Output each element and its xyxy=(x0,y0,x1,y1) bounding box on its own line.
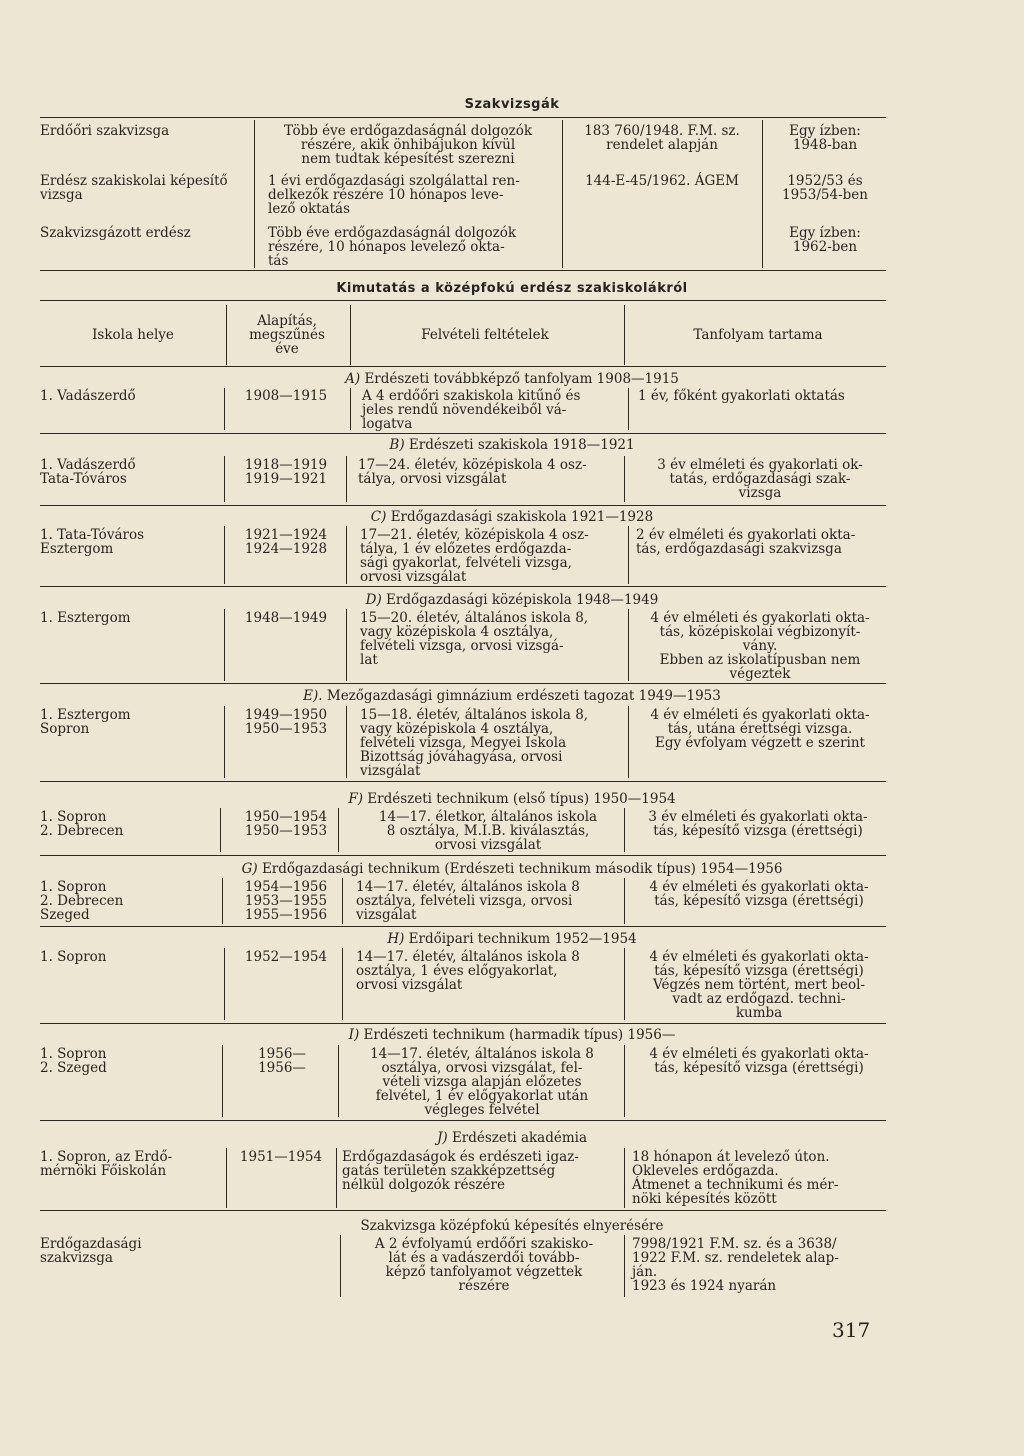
column-divider xyxy=(628,609,629,681)
school-place: 1. Tata-Tóváros Esztergom xyxy=(40,527,144,557)
school-years: 1952—1954 xyxy=(244,949,328,965)
column-divider xyxy=(562,120,563,268)
column-divider xyxy=(342,948,343,1020)
column-divider xyxy=(350,305,351,365)
school-conditions: Erdőgazdaságok és erdészeti igaz- gatás területén szakképzettség nélkül dolgozók részére xyxy=(342,1149,579,1193)
school-conditions: 17—24. életév, középiskola 4 osz- tálya, orvosi vizsgálat xyxy=(358,457,587,487)
school-years: 1956— 1956— xyxy=(258,1046,306,1076)
header-felveteli-feltetelek: Felvételi feltételek xyxy=(421,327,549,343)
school-place: 1. Esztergom Sopron xyxy=(40,707,131,737)
rule xyxy=(40,586,886,587)
exam-description: 1 évi erdőgazdasági szolgálattal ren- delkezők részére 10 hónapos leve- lező oktatás xyxy=(268,173,520,217)
column-divider xyxy=(222,878,223,924)
school-duration: 7998/1921 F.M. sz. és a 3638/ 1922 F.M. sz. rendeletek alap- ján. 1923 és 1924 nyarán xyxy=(632,1236,839,1294)
school-conditions: A 4 erdőőri szakiskola kitűnő és jeles rendű növendékeiből vá- logatva xyxy=(362,388,581,432)
school-place: Erdőgazdasági szakvizsga xyxy=(40,1236,142,1266)
school-years: 1954—1956 1953—1955 1955—1956 xyxy=(244,879,328,923)
school-conditions: 17—21. életév, középiskola 4 osz- tálya, 1 év előzetes erdőgazda- sági gyakorlat, felvételi vizsga, orvosi vizsgálat xyxy=(360,527,589,585)
school-duration: 4 év elméleti és gyakorlati okta- tás, képesítő vizsga (érettségi) Végzés nem történt, mert beol- vadt az erdőgazd. techni- kumba xyxy=(649,949,869,1021)
rule xyxy=(40,683,886,684)
column-divider xyxy=(338,808,339,852)
column-divider xyxy=(346,706,347,778)
column-divider xyxy=(336,1148,337,1208)
school-years: 1918—1919 1919—1921 xyxy=(244,457,328,487)
column-divider xyxy=(254,120,255,268)
rule xyxy=(40,366,886,367)
group-heading: I) Erdészeti technikum (harmadik típus) 1956— xyxy=(348,1027,676,1043)
column-divider xyxy=(224,526,225,584)
column-divider xyxy=(342,878,343,924)
column-divider xyxy=(762,120,763,268)
group-heading: A) Erdészeti továbbképző tanfolyam 1908—1915 xyxy=(345,371,679,387)
column-divider xyxy=(624,878,625,924)
column-divider xyxy=(628,526,629,584)
column-divider xyxy=(624,808,625,852)
exam-when: Egy ízben: 1962-ben xyxy=(789,225,861,255)
exam-regulation: 183 760/1948. F.M. sz. rendelet alapján xyxy=(584,123,740,153)
column-divider xyxy=(624,1235,625,1297)
header-iskola-helye: Iskola helye xyxy=(92,327,174,343)
rule xyxy=(40,505,886,506)
exam-when: 1952/53 és 1953/54-ben xyxy=(782,173,868,203)
exam-name: Erdőőri szakvizsga xyxy=(40,123,170,139)
rule xyxy=(40,926,886,927)
school-duration: 2 év elméleti és gyakorlati okta- tás, erdőgazdasági szakvizsga xyxy=(636,527,856,557)
school-place: 1. Vadászerdő Tata-Tóváros xyxy=(40,457,136,487)
school-place: 1. Vadászerdő xyxy=(40,388,136,404)
column-divider xyxy=(350,388,351,430)
column-divider xyxy=(346,526,347,584)
school-duration: 18 hónapon át levelező úton. Okleveles erdőgazda. Átmenet a technikumi és mér- nöki képesítés között xyxy=(632,1149,839,1207)
column-divider xyxy=(624,305,625,365)
column-divider xyxy=(224,388,225,430)
exam-name: Szakvizsgázott erdész xyxy=(40,225,191,241)
rule xyxy=(40,855,886,856)
exam-when: Egy ízben: 1948-ban xyxy=(789,123,861,153)
column-divider xyxy=(628,706,629,778)
section-title-szakvizsgak: Szakvizsgák xyxy=(464,97,560,112)
column-divider xyxy=(340,1235,341,1297)
group-heading: F) Erdészeti technikum (első típus) 1950—1954 xyxy=(348,791,676,807)
exam-description: Több éve erdőgazdaságnál dolgozók részére, 10 hónapos levelező okta- tás xyxy=(268,225,517,269)
school-years: 1948—1949 xyxy=(244,610,328,626)
school-years: 1921—1924 1924—1928 xyxy=(244,527,328,557)
group-heading: B) Erdészeti szakiskola 1918—1921 xyxy=(389,437,635,453)
school-years: 1950—1954 1950—1953 xyxy=(244,809,328,839)
column-divider xyxy=(226,1148,227,1208)
school-duration: 4 év elméleti és gyakorlati okta- tás, utána érettségi vizsga. Egy évfolyam végzett e szerint xyxy=(650,707,870,751)
school-years: 1951—1954 xyxy=(239,1149,323,1165)
column-divider xyxy=(624,1045,625,1117)
school-duration: 3 év elméleti és gyakorlati ok- tatás, erdőgazdasági szak- vizsga xyxy=(657,457,863,501)
school-years: 1949—1950 1950—1953 xyxy=(244,707,328,737)
rule xyxy=(40,270,886,271)
school-conditions: A 2 évfolyamú erdőőri szakisko- lát és a vadászerdői tovább- képző tanfolyamot végzettek részére xyxy=(374,1236,594,1294)
school-place: 1. Sopron 2. Debrecen xyxy=(40,809,124,839)
column-divider xyxy=(628,388,629,430)
school-conditions: 14—17. életév, általános iskola 8 osztálya, orvosi vizsgálat, fel- vételi vizsga alapján előzetes felvétel, 1 év előgyakorlat után végleges felvétel xyxy=(370,1046,594,1118)
school-conditions: 15—18. életév, általános iskola 8, vagy középiskola 4 osztálya, felvételi vizsga, Megyei Iskola Bizottság jóváhagyása, orvosi vizsgálat xyxy=(360,707,589,779)
rule xyxy=(40,1210,886,1211)
section-title-kimutatas: Kimutatás a középfokú erdész szakiskolákról xyxy=(336,281,688,296)
group-heading: H) Erdőipari technikum 1952—1954 xyxy=(387,931,637,947)
rule xyxy=(40,1023,886,1024)
school-conditions: 15—20. életév, általános iskola 8, vagy középiskola 4 osztálya, felvételi vizsga, orvosi vizsgá- lat xyxy=(360,610,589,668)
group-heading: E). Mezőgazdasági gimnázium erdészeti tagozat 1949—1953 xyxy=(303,688,721,704)
school-duration: 1 év, főként gyakorlati oktatás xyxy=(638,388,845,404)
rule xyxy=(40,117,886,118)
school-conditions: 14—17. életév, általános iskola 8 osztálya, felvételi vizsga, orvosi vizsgálat xyxy=(356,879,580,923)
school-place: 1. Sopron, az Erdő- mérnöki Főiskolán xyxy=(40,1149,173,1179)
column-divider xyxy=(224,948,225,1020)
school-place: 1. Sopron 2. Debrecen Szeged xyxy=(40,879,124,923)
column-divider xyxy=(224,609,225,681)
school-duration: 4 év elméleti és gyakorlati okta- tás, képesítő vizsga (érettségi) xyxy=(649,879,869,909)
page-number: 317 xyxy=(832,1318,871,1342)
column-divider xyxy=(224,456,225,502)
exam-regulation: 144-E-45/1962. ÁGEM xyxy=(585,173,739,189)
column-divider xyxy=(338,1045,339,1117)
school-conditions: 14—17. életév, általános iskola 8 osztálya, 1 éves előgyakorlat, orvosi vizsgálat xyxy=(356,949,580,993)
exam-name: Erdész szakiskolai képesítő vizsga xyxy=(40,173,228,203)
school-conditions: 14—17. életkor, általános iskola 8 osztálya, M.I.B. kiválasztás, orvosi vizsgálat xyxy=(378,809,598,853)
column-divider xyxy=(624,1148,625,1208)
header-tanfolyam-tartama: Tanfolyam tartama xyxy=(693,327,823,343)
column-divider xyxy=(346,456,347,502)
group-heading: D) Erdőgazdasági középiskola 1948—1949 xyxy=(365,592,659,608)
school-place: 1. Sopron xyxy=(40,949,107,965)
group-heading: C) Erdőgazdasági szakiskola 1921—1928 xyxy=(370,509,654,525)
group-heading: Szakvizsga középfokú képesítés elnyerésére xyxy=(360,1218,664,1234)
school-place: 1. Esztergom xyxy=(40,610,131,626)
school-duration: 3 év elméleti és gyakorlati okta- tás, képesítő vizsga (érettségi) xyxy=(648,809,868,839)
exam-description: Több éve erdőgazdaságnál dolgozók részére, akik önhibájukon kívül nem tudtak képesítést szerezni xyxy=(283,123,533,167)
column-divider xyxy=(226,305,227,365)
column-divider xyxy=(346,609,347,681)
header-alapitas: Alapítás, megszűnés éve xyxy=(249,313,325,357)
group-heading: J) Erdészeti akadémia xyxy=(436,1130,588,1146)
school-place: 1. Sopron 2. Szeged xyxy=(40,1046,107,1076)
rule xyxy=(40,781,886,782)
school-years: 1908—1915 xyxy=(244,388,328,404)
column-divider xyxy=(222,1045,223,1117)
column-divider xyxy=(624,948,625,1020)
school-duration: 4 év elméleti és gyakorlati okta- tás, középiskolai végbizonyít- vány. Ebben az iskolatípusban nem végeztek xyxy=(650,610,870,682)
school-duration: 4 év elméleti és gyakorlati okta- tás, képesítő vizsga (érettségi) xyxy=(649,1046,869,1076)
group-heading: G) Erdőgazdasági technikum (Erdészeti technikum második típus) 1954—1956 xyxy=(241,861,783,877)
column-divider xyxy=(224,706,225,778)
rule xyxy=(40,433,886,434)
rule xyxy=(40,1120,886,1121)
column-divider xyxy=(624,456,625,502)
column-divider xyxy=(220,808,221,852)
rule xyxy=(40,300,886,301)
